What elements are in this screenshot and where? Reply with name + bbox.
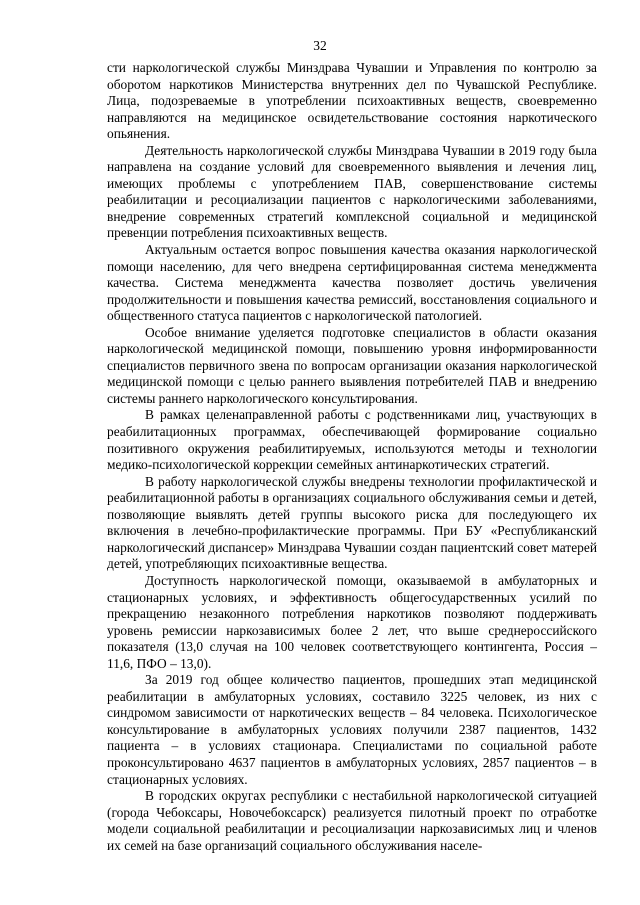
page-number: 32 [313,38,327,53]
paragraph: Актуальным остается вопрос повышения качества оказания наркологической помощи населению, для чего внедрена сертифицированная система менеджмента качества. Система менеджмента качества позволяет достичь увеличения продолжительности и повышения качества ремиссий, восстановления социального и общественного статуса пациентов с наркологической патологией. [107,242,597,324]
paragraph: В городских округах республики с нестабильной наркологической ситуацией (города Чебоксары, Новочебоксарск) реализуется пилотный проект по отработке модели социальной реабилитации и ресоциализации наркозависимых лиц и членов их семей на базе организаций социального обслуживания населе- [107,788,597,853]
paragraph-continuation: сти наркологической службы Минздрава Чувашии и Управления по контролю за оборотом наркотиков Министерства внутренних дел по Чувашской Республике. Лица, подозреваемые в употреблении психоактивных веществ, своевременно направляются на медицинское освидетельствование состояния наркотического опьянения. [107,60,597,142]
paragraph: В работу наркологической службы внедрены технологии профилактической и реабилитационной работы в организациях социального обслуживания семьи и детей, позволяющие выявлять детей группы высокого риска для последующего их включения в лечебно-профилактические программы. При БУ «Республиканский наркологический диспансер» Минздрава Чувашии создан пациентский совет матерей детей, употребляющих психоактивные вещества. [107,473,597,572]
paragraph: Особое внимание уделяется подготовке специалистов в области оказания наркологической медицинской помощи, повышению уровня информированности специалистов первичного звена по вопросам организации оказания наркологической медицинской помощи с целью раннего выявления потребителей ПАВ и внедрению системы раннего наркологического консультирования. [107,324,597,406]
paragraph: Доступность наркологической помощи, оказываемой в амбулаторных и стационарных условиях, и эффективность общегосударственных усилий по прекращению незаконного потребления наркотиков позволяют поддерживать уровень ремиссии наркозависимых более 2 лет, что выше среднероссийского показателя (13,0 случая на 100 человек соответствующего контингента, Россия – 11,6, ПФО – 13,0). [107,572,597,671]
paragraph: За 2019 год общее количество пациентов, прошедших этап медицинской реабилитации в амбулаторных условиях, составило 3225 человек, из них с синдромом зависимости от наркотических веществ – 84 человека. Психологическое консультирование в амбулаторных условиях получили 2387 пациентов, 1432 пациента – в условиях стационара. Специалистами по социальной работе проконсультировано 4637 пациентов в амбулаторных условиях, 2857 пациентов – в стационарных условиях. [107,672,597,787]
body-text [107,60,597,854]
paragraph: Деятельность наркологической службы Минздрава Чувашии в 2019 году была направлена на создание условий для своевременного выявления и лечения лиц, имеющих проблемы с употреблением ПАВ, совершенствование системы реабилитации и ресоциализации пациентов с наркологическими заболеваниями, внедрение современных стратегий комплексной социальной и медицинской превенции потребления психоактивных веществ. [107,142,597,241]
paragraph: В рамках целенаправленной работы с родственниками лиц, участвующих в реабилитационных программах, обеспечивающей формирование социально позитивного окружения реабилитируемых, используются методы и технологии медико-психологической коррекции семейных антинаркотических стратегий. [107,407,597,473]
